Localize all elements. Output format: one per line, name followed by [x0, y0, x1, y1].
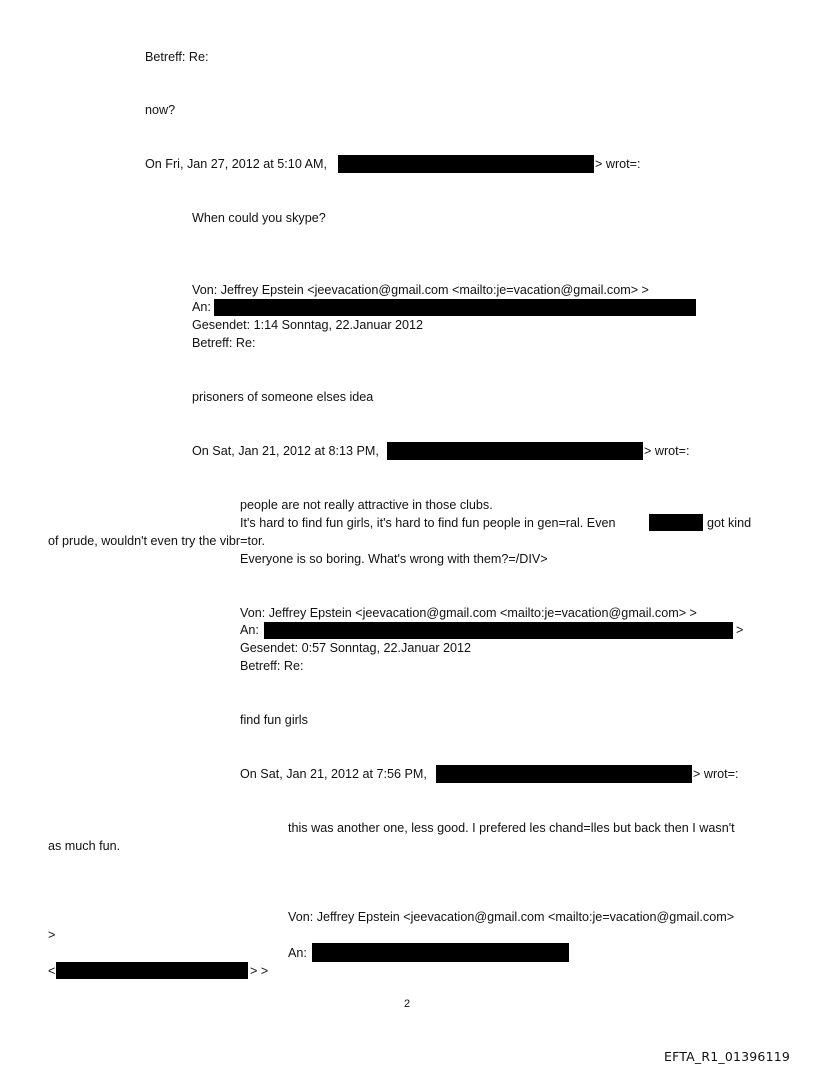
page-number: 2 — [404, 998, 411, 1010]
header-to-close: > > — [250, 964, 269, 978]
message-text: When could you skype? — [192, 211, 326, 225]
header-to-open: < — [48, 964, 56, 978]
header-to-end: > — [736, 623, 744, 637]
header-from: Von: Jeffrey Epstein <jeevacation@gmail.com <mailto:je=vacation@gmail.com> > — [240, 606, 697, 620]
header-sent: Gesendet: 0:57 Sonntag, 22.Januar 2012 — [240, 641, 472, 655]
redaction-bar — [436, 765, 692, 783]
header-subject: Betreff: Re: — [240, 659, 304, 673]
message-text: got kind — [707, 516, 752, 530]
attribution-line: On Sat, Jan 21, 2012 at 7:56 PM, — [240, 767, 427, 781]
header-sent: Gesendet: 1:14 Sonntag, 22.Januar 2012 — [192, 318, 424, 332]
message-text: It's hard to find fun girls, it's hard to find fun people in gen=ral. Even — [240, 516, 616, 530]
header-from: Von: Jeffrey Epstein <jeevacation@gmail.com <mailto:je=vacation@gmail.com> — [288, 910, 735, 924]
message-text: this was another one, less good. I prefered les chand=lles but back then I wasn't — [288, 821, 735, 835]
redaction-bar — [387, 442, 643, 460]
message-text-wrap: as much fun. — [48, 839, 121, 853]
attribution-line-end: > wrot=: — [644, 444, 690, 458]
header-from: Von: Jeffrey Epstein <jeevacation@gmail.com <mailto:je=vacation@gmail.com> > — [192, 283, 649, 297]
redaction-bar — [214, 299, 696, 316]
header-to: An: — [192, 300, 211, 314]
attribution-line-end: > wrot=: — [595, 157, 641, 171]
header-to: An: — [240, 623, 259, 637]
document-id: EFTA_R1_01396119 — [664, 1049, 791, 1064]
header-to: An: — [288, 946, 307, 960]
message-text: now? — [145, 103, 176, 117]
redaction-bar — [56, 962, 248, 979]
header-subject: Betreff: Re: — [192, 336, 256, 350]
redaction-bar — [264, 622, 733, 639]
message-text-wrap: of prude, wouldn't even try the vibr=tor. — [48, 534, 265, 548]
header-from-wrap: > — [48, 928, 56, 942]
message-text: find fun girls — [240, 713, 308, 727]
message-text: prisoners of someone elses idea — [192, 390, 374, 404]
redaction-bar — [338, 155, 594, 173]
subject-line: Betreff: Re: — [145, 50, 209, 64]
redaction-bar — [649, 514, 703, 531]
attribution-line: On Sat, Jan 21, 2012 at 8:13 PM, — [192, 444, 379, 458]
message-text: Everyone is so boring. What's wrong with them?=/DIV> — [240, 552, 548, 566]
redaction-bar — [312, 943, 569, 962]
attribution-line: On Fri, Jan 27, 2012 at 5:10 AM, — [145, 157, 328, 171]
message-text: people are not really attractive in those clubs. — [240, 498, 493, 512]
attribution-line-end: > wrot=: — [693, 767, 739, 781]
